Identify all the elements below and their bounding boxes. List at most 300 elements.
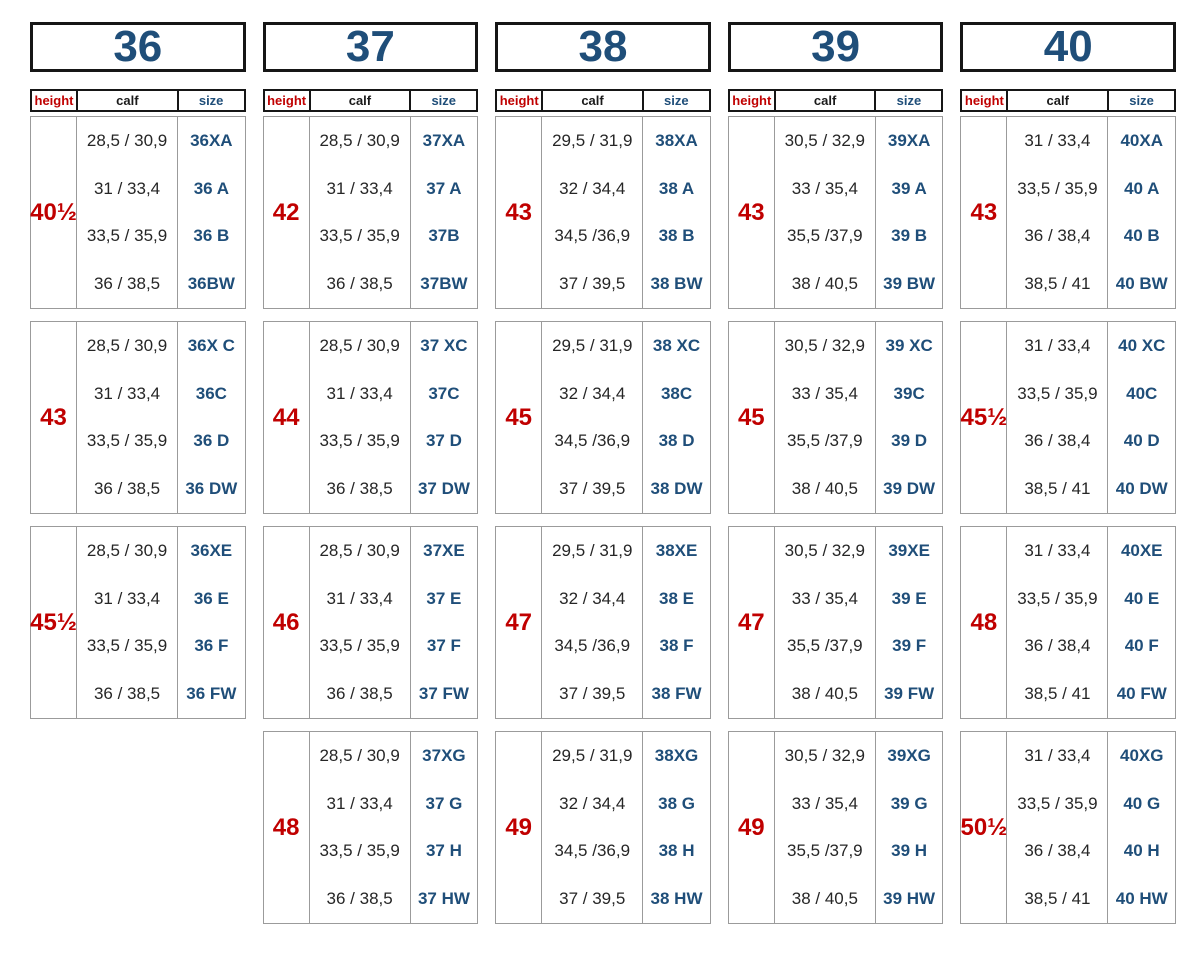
- size-code: 36BW: [187, 274, 235, 294]
- height-block: [263, 526, 479, 719]
- table-row: [1007, 260, 1175, 308]
- table-row: [77, 418, 245, 466]
- size-code: 38 FW: [651, 684, 702, 704]
- block-rows: [1007, 527, 1175, 718]
- block-rows: [1007, 322, 1175, 513]
- size-group-40: [960, 22, 1176, 924]
- height-value: 43: [496, 117, 542, 308]
- calf-range: 29,5 / 31,9: [542, 732, 643, 780]
- table-row: [77, 213, 245, 261]
- height-column-header: height: [32, 91, 78, 110]
- height-block: [495, 526, 711, 719]
- block-rows: [77, 527, 245, 718]
- size-code: 37XE: [423, 540, 465, 560]
- table-row: [775, 670, 943, 718]
- calf-range: 38 / 40,5: [775, 875, 876, 923]
- calf-range: 38 / 40,5: [775, 260, 876, 308]
- column-header-row: [263, 89, 479, 112]
- table-row: [542, 732, 710, 780]
- size-column-header: size: [431, 93, 457, 108]
- size-code: 40 B: [1123, 226, 1160, 246]
- calf-range: 32 / 34,4: [542, 575, 643, 623]
- block-rows: [310, 322, 478, 513]
- calf-range: 33 / 35,4: [775, 780, 876, 828]
- calf-range: 36 / 38,5: [310, 465, 411, 513]
- calf-range: 33,5 / 35,9: [1007, 370, 1108, 418]
- calf-range: 33,5 / 35,9: [77, 623, 178, 671]
- calf-range: 37 / 39,5: [542, 465, 643, 513]
- height-value: 42: [264, 117, 310, 308]
- column-header-row: [30, 89, 246, 112]
- table-row: [775, 213, 943, 261]
- size-header-box-37: [263, 22, 479, 72]
- table-row: [775, 370, 943, 418]
- calf-range: 33,5 / 35,9: [1007, 780, 1108, 828]
- height-value: 43: [31, 322, 77, 513]
- size-code: 38 HW: [650, 889, 703, 909]
- height-block: [728, 526, 944, 719]
- size-code: 38 BW: [650, 274, 703, 294]
- size-code: 37XA: [422, 130, 466, 150]
- size-code: 39 HW: [883, 889, 936, 909]
- table-row: [775, 527, 943, 575]
- size-code: 36XA: [190, 130, 233, 150]
- table-row: [77, 623, 245, 671]
- height-value: 46: [264, 527, 310, 718]
- table-row: [1007, 165, 1175, 213]
- calf-range: 33 / 35,4: [775, 165, 876, 213]
- block-rows: [775, 732, 943, 923]
- size-code: 40 G: [1123, 793, 1161, 813]
- calf-range: 38,5 / 41: [1007, 465, 1108, 513]
- size-column-header: size: [198, 93, 224, 108]
- size-code: 37 E: [426, 588, 462, 608]
- height-block: [263, 321, 479, 514]
- table-row: [310, 828, 478, 876]
- height-value: 43: [961, 117, 1007, 308]
- size-code: 38 G: [658, 793, 695, 813]
- empty-block-slot: [30, 731, 246, 924]
- size-code: 40XA: [1120, 130, 1163, 150]
- table-row: [775, 732, 943, 780]
- calf-range: 31 / 33,4: [77, 165, 178, 213]
- height-value: 45½: [961, 322, 1007, 513]
- calf-range: 30,5 / 32,9: [775, 527, 876, 575]
- size-code: 38XG: [654, 745, 699, 765]
- size-code: 37 FW: [418, 684, 469, 704]
- calf-column-header: calf: [543, 91, 644, 110]
- height-block: [495, 116, 711, 309]
- calf-range: 35,5 /37,9: [775, 418, 876, 466]
- size-code: 37C: [428, 383, 460, 403]
- table-row: [1007, 780, 1175, 828]
- calf-range: 29,5 / 31,9: [542, 117, 643, 165]
- height-block: [728, 116, 944, 309]
- table-row: [77, 260, 245, 308]
- block-rows: [775, 322, 943, 513]
- calf-range: 33,5 / 35,9: [77, 418, 178, 466]
- calf-range: 28,5 / 30,9: [77, 527, 178, 575]
- calf-range: 28,5 / 30,9: [77, 322, 178, 370]
- calf-range: 38,5 / 41: [1007, 260, 1108, 308]
- size-header-box-39: [728, 22, 944, 72]
- calf-range: 36 / 38,4: [1007, 828, 1108, 876]
- size-code: 39 FW: [884, 684, 935, 704]
- height-block: [30, 526, 246, 719]
- calf-range: 28,5 / 30,9: [310, 527, 411, 575]
- calf-range: 38,5 / 41: [1007, 670, 1108, 718]
- size-code: 40 HW: [1115, 889, 1168, 909]
- size-code: 37BW: [420, 274, 468, 294]
- size-header-box-38: [495, 22, 711, 72]
- calf-range: 36 / 38,5: [310, 875, 411, 923]
- size-code: 39XG: [887, 745, 931, 765]
- table-row: [310, 732, 478, 780]
- size-code: 39 G: [890, 793, 928, 813]
- table-row: [542, 828, 710, 876]
- calf-range: 34,5 /36,9: [542, 213, 643, 261]
- table-row: [310, 117, 478, 165]
- calf-range: 38,5 / 41: [1007, 875, 1108, 923]
- table-row: [775, 828, 943, 876]
- table-row: [1007, 418, 1175, 466]
- block-rows: [542, 732, 710, 923]
- calf-range: 31 / 33,4: [310, 165, 411, 213]
- table-row: [542, 418, 710, 466]
- size-code: 39 H: [891, 841, 928, 861]
- block-rows: [1007, 732, 1175, 923]
- table-row: [77, 527, 245, 575]
- column-header-row: [960, 89, 1176, 112]
- block-rows: [542, 117, 710, 308]
- height-block: [960, 116, 1176, 309]
- table-row: [542, 575, 710, 623]
- size-code: 36 DW: [185, 479, 238, 499]
- table-row: [542, 527, 710, 575]
- table-row: [77, 370, 245, 418]
- table-row: [77, 465, 245, 513]
- table-row: [542, 780, 710, 828]
- size-code: 39 E: [891, 588, 927, 608]
- size-group-37: [263, 22, 479, 924]
- size-group-39: [728, 22, 944, 924]
- table-row: [542, 117, 710, 165]
- table-row: [775, 875, 943, 923]
- table-row: [1007, 575, 1175, 623]
- calf-range: 33,5 / 35,9: [1007, 575, 1108, 623]
- size-code: 37B: [428, 226, 460, 246]
- calf-range: 31 / 33,4: [1007, 732, 1108, 780]
- calf-range: 36 / 38,4: [1007, 213, 1108, 261]
- size-code: 40C: [1126, 383, 1158, 403]
- block-rows: [775, 117, 943, 308]
- table-row: [1007, 875, 1175, 923]
- calf-range: 32 / 34,4: [542, 165, 643, 213]
- size-code: 37 HW: [417, 889, 470, 909]
- size-code: 40 BW: [1115, 274, 1168, 294]
- height-value: 47: [496, 527, 542, 718]
- size-header-number: 39: [811, 22, 861, 71]
- size-code: 36 D: [193, 431, 230, 451]
- table-row: [542, 875, 710, 923]
- size-code: 37 H: [425, 841, 462, 861]
- height-value: 50½: [961, 732, 1007, 923]
- calf-range: 30,5 / 32,9: [775, 732, 876, 780]
- block-rows: [77, 117, 245, 308]
- size-code: 37 DW: [417, 479, 470, 499]
- calf-range: 28,5 / 30,9: [310, 322, 411, 370]
- size-code: 39 XC: [885, 335, 933, 355]
- table-row: [310, 623, 478, 671]
- table-row: [1007, 322, 1175, 370]
- calf-range: 33,5 / 35,9: [310, 828, 411, 876]
- table-row: [310, 260, 478, 308]
- size-code: 40 D: [1123, 431, 1160, 451]
- table-row: [775, 260, 943, 308]
- size-code: 39 D: [891, 431, 928, 451]
- table-row: [77, 575, 245, 623]
- calf-range: 31 / 33,4: [77, 575, 178, 623]
- table-row: [310, 780, 478, 828]
- size-group-36: [30, 22, 246, 924]
- calf-range: 31 / 33,4: [1007, 117, 1108, 165]
- table-row: [310, 322, 478, 370]
- size-code: 37 XC: [420, 335, 468, 355]
- table-row: [77, 165, 245, 213]
- size-code: 36XE: [190, 540, 233, 560]
- size-code: 38C: [660, 383, 693, 403]
- size-code: 37 D: [425, 431, 462, 451]
- table-row: [310, 575, 478, 623]
- height-column-header: height: [497, 91, 543, 110]
- size-code: 37 G: [425, 793, 463, 813]
- size-code: 39XE: [888, 540, 930, 560]
- size-code: 36 E: [193, 588, 229, 608]
- table-row: [775, 117, 943, 165]
- size-code: 38XA: [655, 130, 698, 150]
- size-header-number: 36: [113, 22, 163, 71]
- calf-range: 28,5 / 30,9: [77, 117, 178, 165]
- height-block: [960, 321, 1176, 514]
- table-row: [1007, 623, 1175, 671]
- calf-range: 37 / 39,5: [542, 260, 643, 308]
- table-row: [542, 465, 710, 513]
- size-code: 40XG: [1120, 745, 1164, 765]
- calf-range: 36 / 38,5: [77, 670, 178, 718]
- size-code: 40 XC: [1118, 335, 1166, 355]
- calf-range: 37 / 39,5: [542, 875, 643, 923]
- size-code: 40 A: [1124, 178, 1160, 198]
- size-code: 40 H: [1123, 841, 1160, 861]
- size-code: 39C: [893, 383, 925, 403]
- height-value: 47: [729, 527, 775, 718]
- size-column-header: size: [896, 93, 922, 108]
- calf-range: 35,5 /37,9: [775, 828, 876, 876]
- height-block: [30, 116, 246, 309]
- calf-range: 36 / 38,4: [1007, 623, 1108, 671]
- calf-range: 33,5 / 35,9: [310, 623, 411, 671]
- size-column-header: size: [1129, 93, 1154, 108]
- table-row: [77, 117, 245, 165]
- height-value: 49: [729, 732, 775, 923]
- calf-range: 34,5 /36,9: [542, 418, 643, 466]
- height-column-header: height: [730, 91, 776, 110]
- table-row: [775, 165, 943, 213]
- size-code: 38 H: [658, 841, 695, 861]
- calf-range: 31 / 33,4: [77, 370, 178, 418]
- height-column-header: height: [265, 91, 311, 110]
- size-header-number: 37: [345, 22, 395, 71]
- table-row: [775, 465, 943, 513]
- calf-range: 34,5 /36,9: [542, 828, 643, 876]
- height-value: 48: [961, 527, 1007, 718]
- height-block: [960, 731, 1176, 924]
- calf-range: 31 / 33,4: [1007, 527, 1108, 575]
- size-header-number: 38: [578, 22, 628, 71]
- table-row: [1007, 213, 1175, 261]
- table-row: [310, 165, 478, 213]
- table-row: [1007, 670, 1175, 718]
- height-block: [728, 731, 944, 924]
- table-row: [77, 322, 245, 370]
- calf-range: 30,5 / 32,9: [775, 322, 876, 370]
- table-row: [775, 780, 943, 828]
- size-code: 38 B: [658, 226, 695, 246]
- table-row: [1007, 370, 1175, 418]
- size-header-number: 40: [1043, 22, 1093, 71]
- calf-range: 34,5 /36,9: [542, 623, 643, 671]
- calf-range: 32 / 34,4: [542, 780, 643, 828]
- calf-range: 32 / 34,4: [542, 370, 643, 418]
- size-column-header: size: [664, 93, 689, 108]
- table-row: [542, 213, 710, 261]
- height-block: [30, 321, 246, 514]
- height-column-header: height: [962, 91, 1008, 110]
- table-row: [1007, 465, 1175, 513]
- calf-range: 35,5 /37,9: [775, 623, 876, 671]
- calf-range: 31 / 33,4: [1007, 322, 1108, 370]
- calf-range: 31 / 33,4: [310, 370, 411, 418]
- table-row: [1007, 117, 1175, 165]
- size-code: 38 A: [658, 178, 695, 198]
- size-code: 37 A: [426, 178, 462, 198]
- calf-range: 36 / 38,5: [310, 260, 411, 308]
- table-row: [775, 623, 943, 671]
- table-row: [775, 575, 943, 623]
- height-block: [263, 116, 479, 309]
- table-row: [310, 370, 478, 418]
- calf-range: 35,5 /37,9: [775, 213, 876, 261]
- size-code: 36 FW: [186, 684, 237, 704]
- calf-range: 33 / 35,4: [775, 575, 876, 623]
- height-block: [728, 321, 944, 514]
- size-code: 40 F: [1124, 636, 1159, 656]
- size-code: 40 E: [1124, 588, 1160, 608]
- height-block: [263, 731, 479, 924]
- size-code: 39 F: [892, 636, 927, 656]
- calf-column-header: calf: [1008, 91, 1109, 110]
- calf-range: 28,5 / 30,9: [310, 732, 411, 780]
- height-value: 45: [496, 322, 542, 513]
- block-rows: [542, 322, 710, 513]
- size-code: 39 BW: [883, 274, 936, 294]
- size-code: 39 B: [891, 226, 928, 246]
- table-row: [310, 418, 478, 466]
- size-code: 39 DW: [883, 479, 936, 499]
- block-rows: [775, 527, 943, 718]
- size-code: 36C: [195, 383, 227, 403]
- height-block: [960, 526, 1176, 719]
- table-row: [1007, 828, 1175, 876]
- size-code: 37 F: [426, 636, 461, 656]
- calf-range: 31 / 33,4: [310, 575, 411, 623]
- size-header-box-40: [960, 22, 1176, 72]
- calf-range: 31 / 33,4: [310, 780, 411, 828]
- table-row: [542, 322, 710, 370]
- calf-range: 33,5 / 35,9: [77, 213, 178, 261]
- calf-range: 38 / 40,5: [775, 465, 876, 513]
- size-code: 40 FW: [1116, 684, 1167, 704]
- height-block: [495, 731, 711, 924]
- height-value: 44: [264, 322, 310, 513]
- height-value: 48: [264, 732, 310, 923]
- block-rows: [77, 322, 245, 513]
- table-row: [77, 670, 245, 718]
- height-value: 49: [496, 732, 542, 923]
- calf-range: 33 / 35,4: [775, 370, 876, 418]
- table-row: [1007, 527, 1175, 575]
- size-code: 36 B: [193, 226, 230, 246]
- column-header-row: [495, 89, 711, 112]
- size-code: 38 D: [658, 431, 695, 451]
- block-rows: [310, 527, 478, 718]
- height-value: 43: [729, 117, 775, 308]
- calf-range: 37 / 39,5: [542, 670, 643, 718]
- height-value: 40½: [31, 117, 77, 308]
- column-header-row: [728, 89, 944, 112]
- calf-range: 33,5 / 35,9: [310, 418, 411, 466]
- calf-column-header: calf: [78, 91, 179, 110]
- table-row: [542, 260, 710, 308]
- size-code: 38 XC: [652, 335, 701, 355]
- calf-range: 29,5 / 31,9: [542, 322, 643, 370]
- table-row: [310, 527, 478, 575]
- size-code: 39 A: [891, 178, 927, 198]
- table-row: [310, 465, 478, 513]
- table-row: [775, 322, 943, 370]
- calf-range: 38 / 40,5: [775, 670, 876, 718]
- height-value: 45: [729, 322, 775, 513]
- size-code: 38XE: [655, 540, 698, 560]
- table-row: [775, 418, 943, 466]
- calf-range: 36 / 38,5: [77, 260, 178, 308]
- size-code: 38 DW: [650, 479, 703, 499]
- block-rows: [542, 527, 710, 718]
- calf-range: 36 / 38,5: [77, 465, 178, 513]
- calf-range: 29,5 / 31,9: [542, 527, 643, 575]
- table-row: [542, 623, 710, 671]
- size-group-38: [495, 22, 711, 924]
- calf-range: 36 / 38,4: [1007, 418, 1108, 466]
- table-row: [310, 875, 478, 923]
- block-rows: [310, 117, 478, 308]
- calf-range: 33,5 / 35,9: [310, 213, 411, 261]
- block-rows: [1007, 117, 1175, 308]
- table-row: [310, 213, 478, 261]
- size-code: 36 A: [193, 178, 229, 198]
- table-row: [542, 165, 710, 213]
- size-code: 40XE: [1120, 540, 1163, 560]
